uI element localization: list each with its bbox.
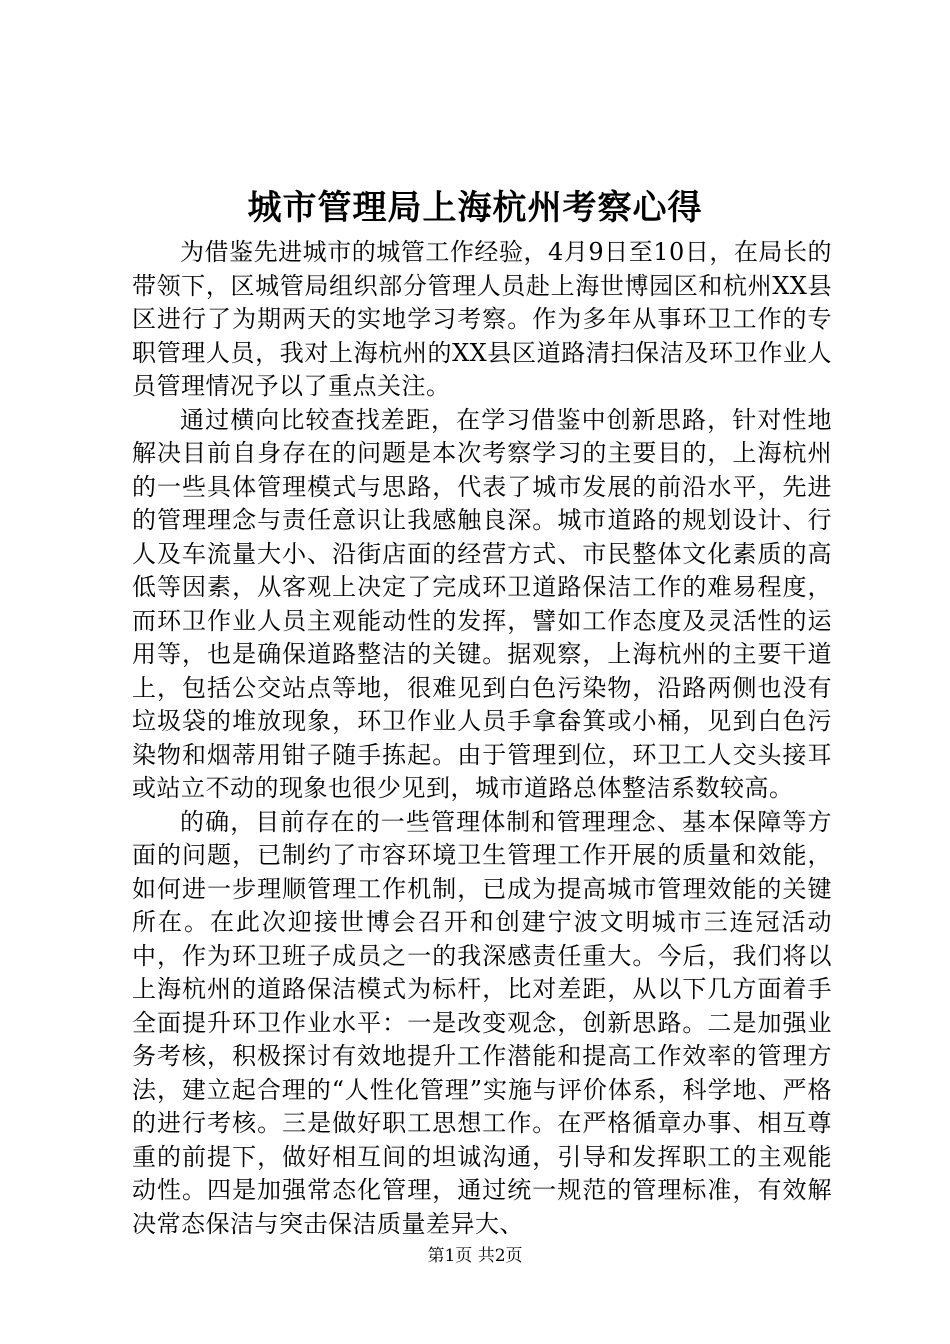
document-title: 城市管理局上海杭州考察心得 [247,188,703,228]
page-footer: 第1页 共2页 [427,1246,523,1266]
document-body [132,236,832,1241]
paragraph: 通过横向比较查找差距，在学习借鉴中创新思路，针对性地解决目前自身存在的问题是本次考察学习的主要目的，上海杭州的一些具体管理模式与思路，代表了城市发展的前沿水平，先进的管理理念与责任意识让我感触良深。城市道路的规划设计、行人及车流量大小、沿街店面的经营方式、市民整体文化素质的高低等因素，从客观上决定了完成环卫道路保洁工作的难易程度，而环卫作业人员主观能动性的发挥，譬如工作态度及灵活性的运用等，也是确保道路整洁的关键。据观察，上海杭州的主要干道上，包括公交站点等地，很难见到白色污染物，沿路两侧也没有垃圾袋的堆放现象，环卫作业人员手拿畚箕或小桶，见到白色污染物和烟蒂用钳子随手拣起。由于管理到位，环卫工人交头接耳或站立不动的现象也很少见到，城市道路总体整洁系数较高。 [132,405,832,802]
paragraph: 为借鉴先进城市的城管工作经验，4月9日至10日，在局长的带领下，区城管局组织部分管理人员赴上海世博园区和杭州XX县区进行了为期两天的实地学习考察。作为多年从事环卫工作的专职管理人员，我对上海杭州的XX县区道路清扫保洁及环卫作业人员管理情况予以了重点关注。 [132,238,832,400]
paragraph: 的确，目前存在的一些管理体制和管理理念、基本保障等方面的问题，已制约了市容环境卫生管理工作开展的质量和效能，如何进一步理顺管理工作机制，已成为提高城市管理效能的关键所在。在此次迎接世博会召开和创建宁波文明城市三连冠活动中，作为环卫班子成员之一的我深感责任重大。今后，我们将以上海杭州的道路保洁模式为标杆，比对差距，从以下几方面着手全面提升环卫作业水平：一是改变观念，创新思路。二是加强业务考核，积极探讨有效地提升工作潜能和提高工作效率的管理方法，建立起合理的“人性化管理”实施与评价体系，科学地、严格的进行考核。三是做好职工思想工作。在严格循章办事、相互尊重的前提下，做好相互间的坦诚沟通，引导和发挥职工的主观能动性。四是加强常态化管理，通过统一规范的管理标准，有效解决常态保洁与突击保洁质量差异大、 [132,807,832,1238]
